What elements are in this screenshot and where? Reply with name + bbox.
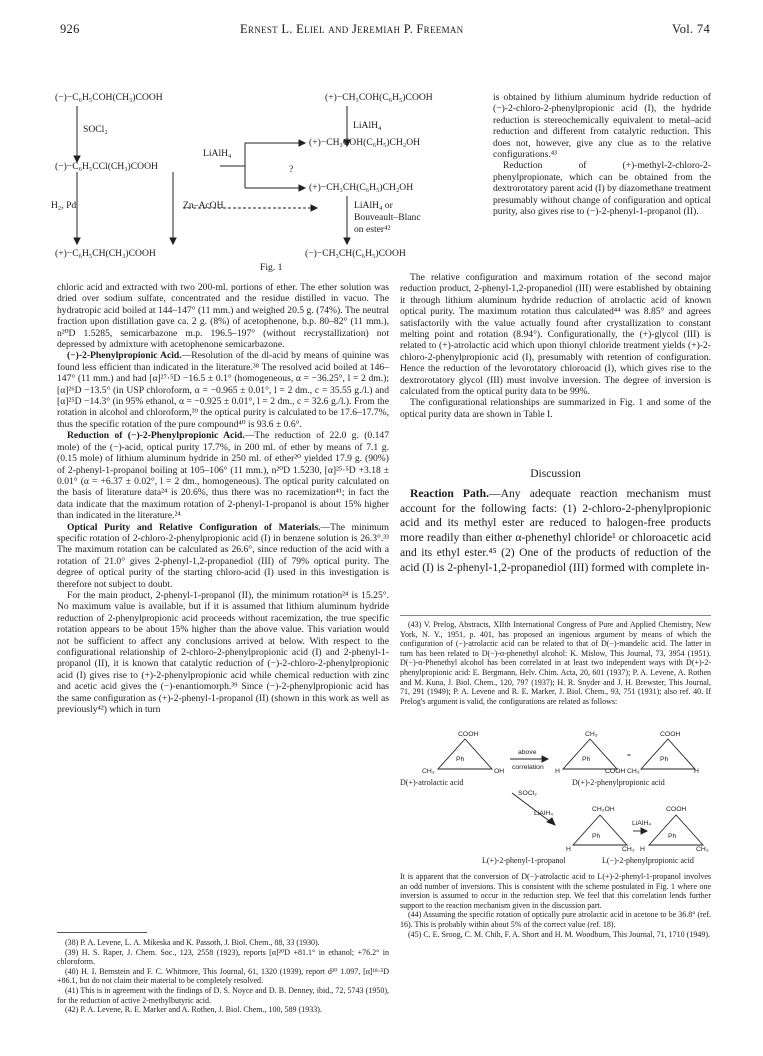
- scheme-label: LiAlH₄: [534, 810, 554, 817]
- footnote-separator: [400, 615, 711, 616]
- running-header-volume: Vol. 74: [672, 22, 710, 36]
- left-column-text: [57, 282, 389, 715]
- paragraph: Reduction of (+)-methyl-2-chloro-2-phenylpropionate, which can be obtained from the dextrorotatory parent acid (I) by diazomethane treatment presumably without change of configuration and optical purity, also gives rise to (−)-2-phenyl-1-propanol (II).: [493, 160, 711, 218]
- scheme-label: above: [518, 749, 537, 756]
- configuration-scheme: [400, 727, 711, 867]
- scheme-label: H: [640, 846, 645, 853]
- fig1-atrolactic-acid-plus: (+)−CH₃COH(C₆H₅)COOH: [325, 92, 433, 103]
- paragraph: (−)-2-Phenylpropionic Acid.—Resolution of the dl-acid by means of quinine was found less efficient than indicated in the literature.³⁸ The resolved acid boiled at 146–147° (11 mm.) and had [α]²⁷·⁵D −16.5 ± 0.1° (homogeneous, α = −36.25°, l = 2 dm.); [α]²⁶D −13.5° (in USP chloroform, α = −0.965 ± 0.01°, l = 2 dm., c = 35.55 g./l.) and [α]²⁵D −14.3° (in 95% ethanol, α = −0.925 ± 0.01°, l = 2 dm., c = 32.6 g./l.). From the rotation in alcohol and chloroform,³⁹ the optical purity is calculated to be 17.6–17.7%, thus the specific rotation of the pure compound⁴⁰ is 93.6 ± 0.6°.: [57, 350, 389, 430]
- scheme-label: COOH: [666, 806, 687, 813]
- fig1-atrolactic-acid: (−)−C₆H₅COH(CH₃)COOH: [55, 92, 163, 103]
- scheme-label: CH₃: [622, 846, 635, 853]
- scheme-label: CH₃: [422, 768, 435, 775]
- footnote: (42) P. A. Levene, R. E. Marker and A. Rothen, J. Biol. Chem., 100, 589 (1933).: [65, 1005, 322, 1015]
- scheme-label: Ph: [456, 756, 465, 763]
- scheme-label: H: [566, 846, 571, 853]
- fig1-bouveault-blanc: Bouveault–Blanc: [354, 212, 421, 223]
- paragraph: is obtained by lithium aluminum hydride reduction of (−)-2-chloro-2-phenylpropionic acid (I), the hydride reduction is stereochemically equivalent to metal–acid reduction and different from catalytic reduction. This does not, however, give any clue as to the relative configurations.⁴³: [493, 92, 711, 161]
- fig1-phenylpropionic-plus: (+)−C₆H₅CH(CH₃)COOH: [55, 248, 156, 259]
- scheme-label: CH₃: [585, 731, 598, 738]
- footnote-43: [400, 620, 711, 706]
- fig1-socl2: SOCl₂: [83, 124, 108, 135]
- fig1-question-mark: ?: [289, 164, 294, 175]
- scheme-name-propanol: L(+)-2-phenyl-1-propanol: [482, 856, 566, 865]
- structure-2-tetrahedron: [563, 739, 617, 769]
- configuration-scheme-drawing: [400, 727, 711, 867]
- scheme-label: COOH: [605, 768, 626, 775]
- paragraph: For the main product, 2-phenyl-1-propanol (II), the minimum rotation²⁴ is 15.25°. No maximum value is available, but if it is assumed that lithium aluminum hydride reduction of 2-phenylpropionic acid proceeds without racemization, the true specific rotation appears to be about 15% higher than the above value. This variation would not be sufficient to affect any conclusions arrived at below. With respect to the configurational relationship of 2-chloro-2-phenylpropionic acid (I) and 2-phenyl-1-propanol (II), it is known that catalytic reduction of (−)-2-chloro-2-phenylpropionic acid (I) gives rise to (+)-2-phenylpropionic acid while chemical reduction with zinc and acetic acid gives the (−)-enantiomorph.³⁹ Since (−)-2-phenylpropionic acid has the same configuration as (+)-2-phenyl-1-propanol (II) (shown in this work as well as previously⁴²) which in turn: [57, 589, 389, 716]
- structure-5-tetrahedron: [649, 815, 703, 845]
- scheme-label: COOH: [660, 731, 681, 738]
- left-footnotes: [57, 938, 389, 1015]
- fig1-glycol: (+)−CH₃COH(C₆H₅)CH₂OH: [309, 137, 421, 148]
- scheme-name-phenylpropionic: D(+)-2-phenylpropionic acid: [572, 778, 665, 787]
- right-column-text: [400, 272, 711, 420]
- footnote: (43) V. Prelog, Abstracts, XIIth International Congress of Pure and Applied Chemistry, New York, N. Y., 1951, p. 401, has proposed an ingenious argument by means of which the configuration of (−)-atrolactic acid can be related to that of D(−)-mandelic acid. The latter in turn has been related to D(−)-α-phenethyl alcohol: K. Mislow, This Journal, 73, 3954 (1951). D(−)-α-Phenethyl alcohol has been correlated in at least two independent ways with D(+)-2-phenylpropionic acid: E. Bergmann, Helv. Chim. Acta, 20, 601 (1937); P. A. Levene, A. Rothen and M. Kuna, J. Biol. Chem., 120, 797 (1937); H. R. Snyder and J. H. Brewster, This Journal, 71, 291 (1949); P. A. Levene and R. E. Marker, J. Biol. Chem., 93, 751 (1931); also ref. 40. If Prelog's argument is valid, the configurations are related as follows:: [400, 620, 711, 706]
- right-footnotes: [400, 872, 711, 939]
- scheme-name-phenylpropionic-l: L(−)-2-phenylpropionic acid: [602, 856, 694, 865]
- scheme-label: COOH: [458, 731, 479, 738]
- running-header-authors: Ernest L. Eliel and Jeremiah P. Freeman: [240, 22, 464, 36]
- paragraph: Reduction of (−)-2-Phenylpropionic Acid.—The reduction of 22.0 g. (0.147 mole) of the (−)-acid, optical purity 17.7%, in 200 ml. of ether by means of 7.1 g. (0.15 mole) of lithium aluminum hydride in 250 ml. of ether²⁰ yielded 17.9 g. (90%) of 2-phenyl-1-propanol boiling at 105–106° (11 mm.), n²⁰D 1.5230, [α]²⁵·⁵D +3.18 ± 0.01° (α = +6.37 ± 0.02°, l = 2 dm., homogeneous). The optical purity calculated on the basis of literature data²⁴ is 20.6%, thus there was no racemization⁴¹; in fact the data indicate that the maximum rotation of 2-phenyl-1-propanol is about 15% higher than indicated in the literature.²⁴: [57, 430, 389, 522]
- run-in-heading: Reduction of (−)-2-Phenylpropionic Acid.: [67, 430, 245, 442]
- scheme-label: SOCl₂: [518, 790, 537, 797]
- figure-1-caption: Fig. 1: [260, 262, 283, 273]
- structure-3-tetrahedron: [641, 739, 695, 769]
- footnote: (41) This is in agreement with the findings of D. S. Noyce and D. B. Denney, ibid., 72, 5743 (1950), for the reduction of active 2-methylbutyric acid.: [57, 985, 389, 1005]
- reaction-path-paragraph: [400, 487, 711, 575]
- footnote: (40) H. I. Bernstein and F. C. Whitmore, This Journal, 61, 1320 (1939), report d²⁰ 1.097, [α]¹⁸·⁵D +86.1, but do not claim their material to be completely resolved.: [57, 966, 389, 986]
- scheme-label: LiAlH₄: [632, 820, 652, 827]
- scheme-label: correlation: [512, 764, 544, 771]
- scheme-label: Ph: [592, 833, 601, 840]
- scheme-label: CH₂OH: [592, 806, 615, 813]
- fig1-phenylpropionic-minus: (−)−CH₃CH(C₆H₅)COOH: [305, 248, 406, 259]
- fig1-lialh4-or: LiAlH₄ or: [354, 200, 393, 211]
- figure-1-arrows: [55, 92, 495, 274]
- fig1-chloro-acid: (−)−C₆H₅CCl(CH₃)COOH: [55, 161, 158, 172]
- paragraph: Optical Purity and Relative Configuration of Materials.—The minimum specific rotation of 2-chloro-2-phenylpropionic acid (I) in benzene solution is 26.3°.³³ The maximum rotation can be calculated as 26.6°, since reduction of the acid with a rotation of 21.0° gives 2-phenyl-1,2-propanediol (III) of 79% optical purity. The degree of optical purity of the starting chloro-acid (I) used in this investigation is therefore not subject to doubt.: [57, 521, 389, 590]
- run-in-heading: Optical Purity and Relative Configuration of Materials.: [67, 521, 321, 533]
- paragraph: The relative configuration and maximum rotation of the second major reduction product, 2-phenyl-1,2-propanediol (III) were established by obtaining it through lithium aluminum hydride reduction of atrolactic acid of known optical purity. The maximum rotation thus calculated⁴⁴ was 8.85° and agrees satisfactorily with the value actually found after crystallization to constant melting point and rotation (8.94°). Configurationally, the (+)-glycol (III) is related to (+)-atrolactic acid which upon thionyl chloride treatment yields (+)-2-chloro-2-phenylpropionic acid (I), presumably with retention of configuration. Hence the reduction of the levorotatory chloroacid (I), which gives rise to the dextrorotatory glycol (III) must involve inversion. The degree of inversion is calculated from the optical purity data to be 99%.: [400, 272, 711, 398]
- scheme-name-atrolactic: D(+)-atrolactic acid: [400, 778, 464, 787]
- footnote: (44) Assuming the specific rotation of optically pure atrolactic acid in acetone to be 36.8° (ref. 16). This is probably within about 5% of the correct value (ref. 18).: [400, 910, 711, 929]
- scheme-label: H: [694, 768, 699, 775]
- scheme-label: OH: [494, 768, 505, 775]
- footnote-rule: [57, 932, 147, 933]
- fig1-zn-acoh: Zn–AcOH: [183, 200, 224, 211]
- fig1-lialh4-mid: LiAlH₄: [203, 148, 232, 159]
- scheme-label: CH₃: [696, 846, 709, 853]
- scheme-label: Ph: [660, 756, 669, 763]
- structure-4-tetrahedron: [573, 815, 627, 845]
- paragraph: Reaction Path.—Any adequate reaction mechanism must account for the following facts: (1) 2-chloro-2-phenylpropionic acid and its methyl ester are reduced to halogen-free products more readily than either α-phenethyl chloride¹ or chloroacetic acid and its ethyl ester.⁴⁵ (2) One of the products of reduction of the acid (I) is 2-phenyl-1,2-propanediol (III) formed with complete in-: [400, 487, 711, 574]
- scheme-label: Ph: [668, 833, 677, 840]
- scheme-label: =: [627, 752, 631, 759]
- footnote: (38) P. A. Levene, L. A. Mikeska and K. Passoth, J. Biol. Chem., 88, 33 (1930).: [65, 938, 320, 947]
- footnote: (45) C. E. Sroog, C. M. Chih, F. A. Short and H. M. Woodburn, This Journal, 71, 1710 (1949).: [408, 929, 710, 939]
- page-number: 926: [60, 22, 80, 36]
- figure-1: [51, 92, 495, 274]
- scheme-label: Ph: [582, 756, 591, 763]
- scheme-label: H: [555, 768, 560, 775]
- fig1-h2-pd: H₂, Pd: [51, 200, 77, 211]
- footnote-continuation: It is apparent that the conversion of D(−)-atrolactic acid to L(+)-2-phenyl-1-propanol involves an odd number of inversions. This is consistent with the scheme postulated in Fig. 1 where one inversion is assumed to occur in the reduction step. We feel that this correlation lends further support to the reaction mechanism given in the discussion part.: [400, 872, 711, 910]
- fig1-on-ester: on ester⁴²: [354, 224, 391, 235]
- scheme-label: CH₃: [627, 768, 640, 775]
- fig1-lialh4-top: LiAlH₄: [353, 120, 382, 131]
- structure-1-tetrahedron: [438, 739, 492, 769]
- paragraph: The configurational relationships are summarized in Fig. 1 and some of the optical purity data are shown in Table I.: [400, 397, 711, 420]
- section-heading-discussion: Discussion: [530, 468, 581, 480]
- fig1-propanol: (+)−CH₃CH(C₆H₅)CH₂OH: [309, 182, 414, 193]
- run-in-heading: (−)-2-Phenylpropionic Acid.: [67, 350, 182, 362]
- footnote: (39) H. S. Raper, J. Chem. Soc., 123, 2558 (1923), reports [α]²⁰D +81.1° in ethanol; +76.2° in chloroform.: [57, 947, 389, 967]
- right-column-text-top: [493, 92, 711, 217]
- run-in-heading: Reaction Path.: [410, 487, 490, 500]
- paragraph: chloric acid and extracted with two 200-ml. portions of ether. The ether solution was dried over sodium sulfate, concentrated and the residue distilled in vacuo. The hydratropic acid boiled at 144–147° (11 mm.) and weighed 20.5 g. (74%). The neutral fraction upon distillation gave ca. 2 g. (8%) of acetophenone, b.p. 80–82° (11 mm.), n²⁰D 1.5285, semicarbazone m.p. 196.5–197° (without recrystallization) not depressed by admixture with acetophenone semicarbazone.: [57, 282, 389, 351]
